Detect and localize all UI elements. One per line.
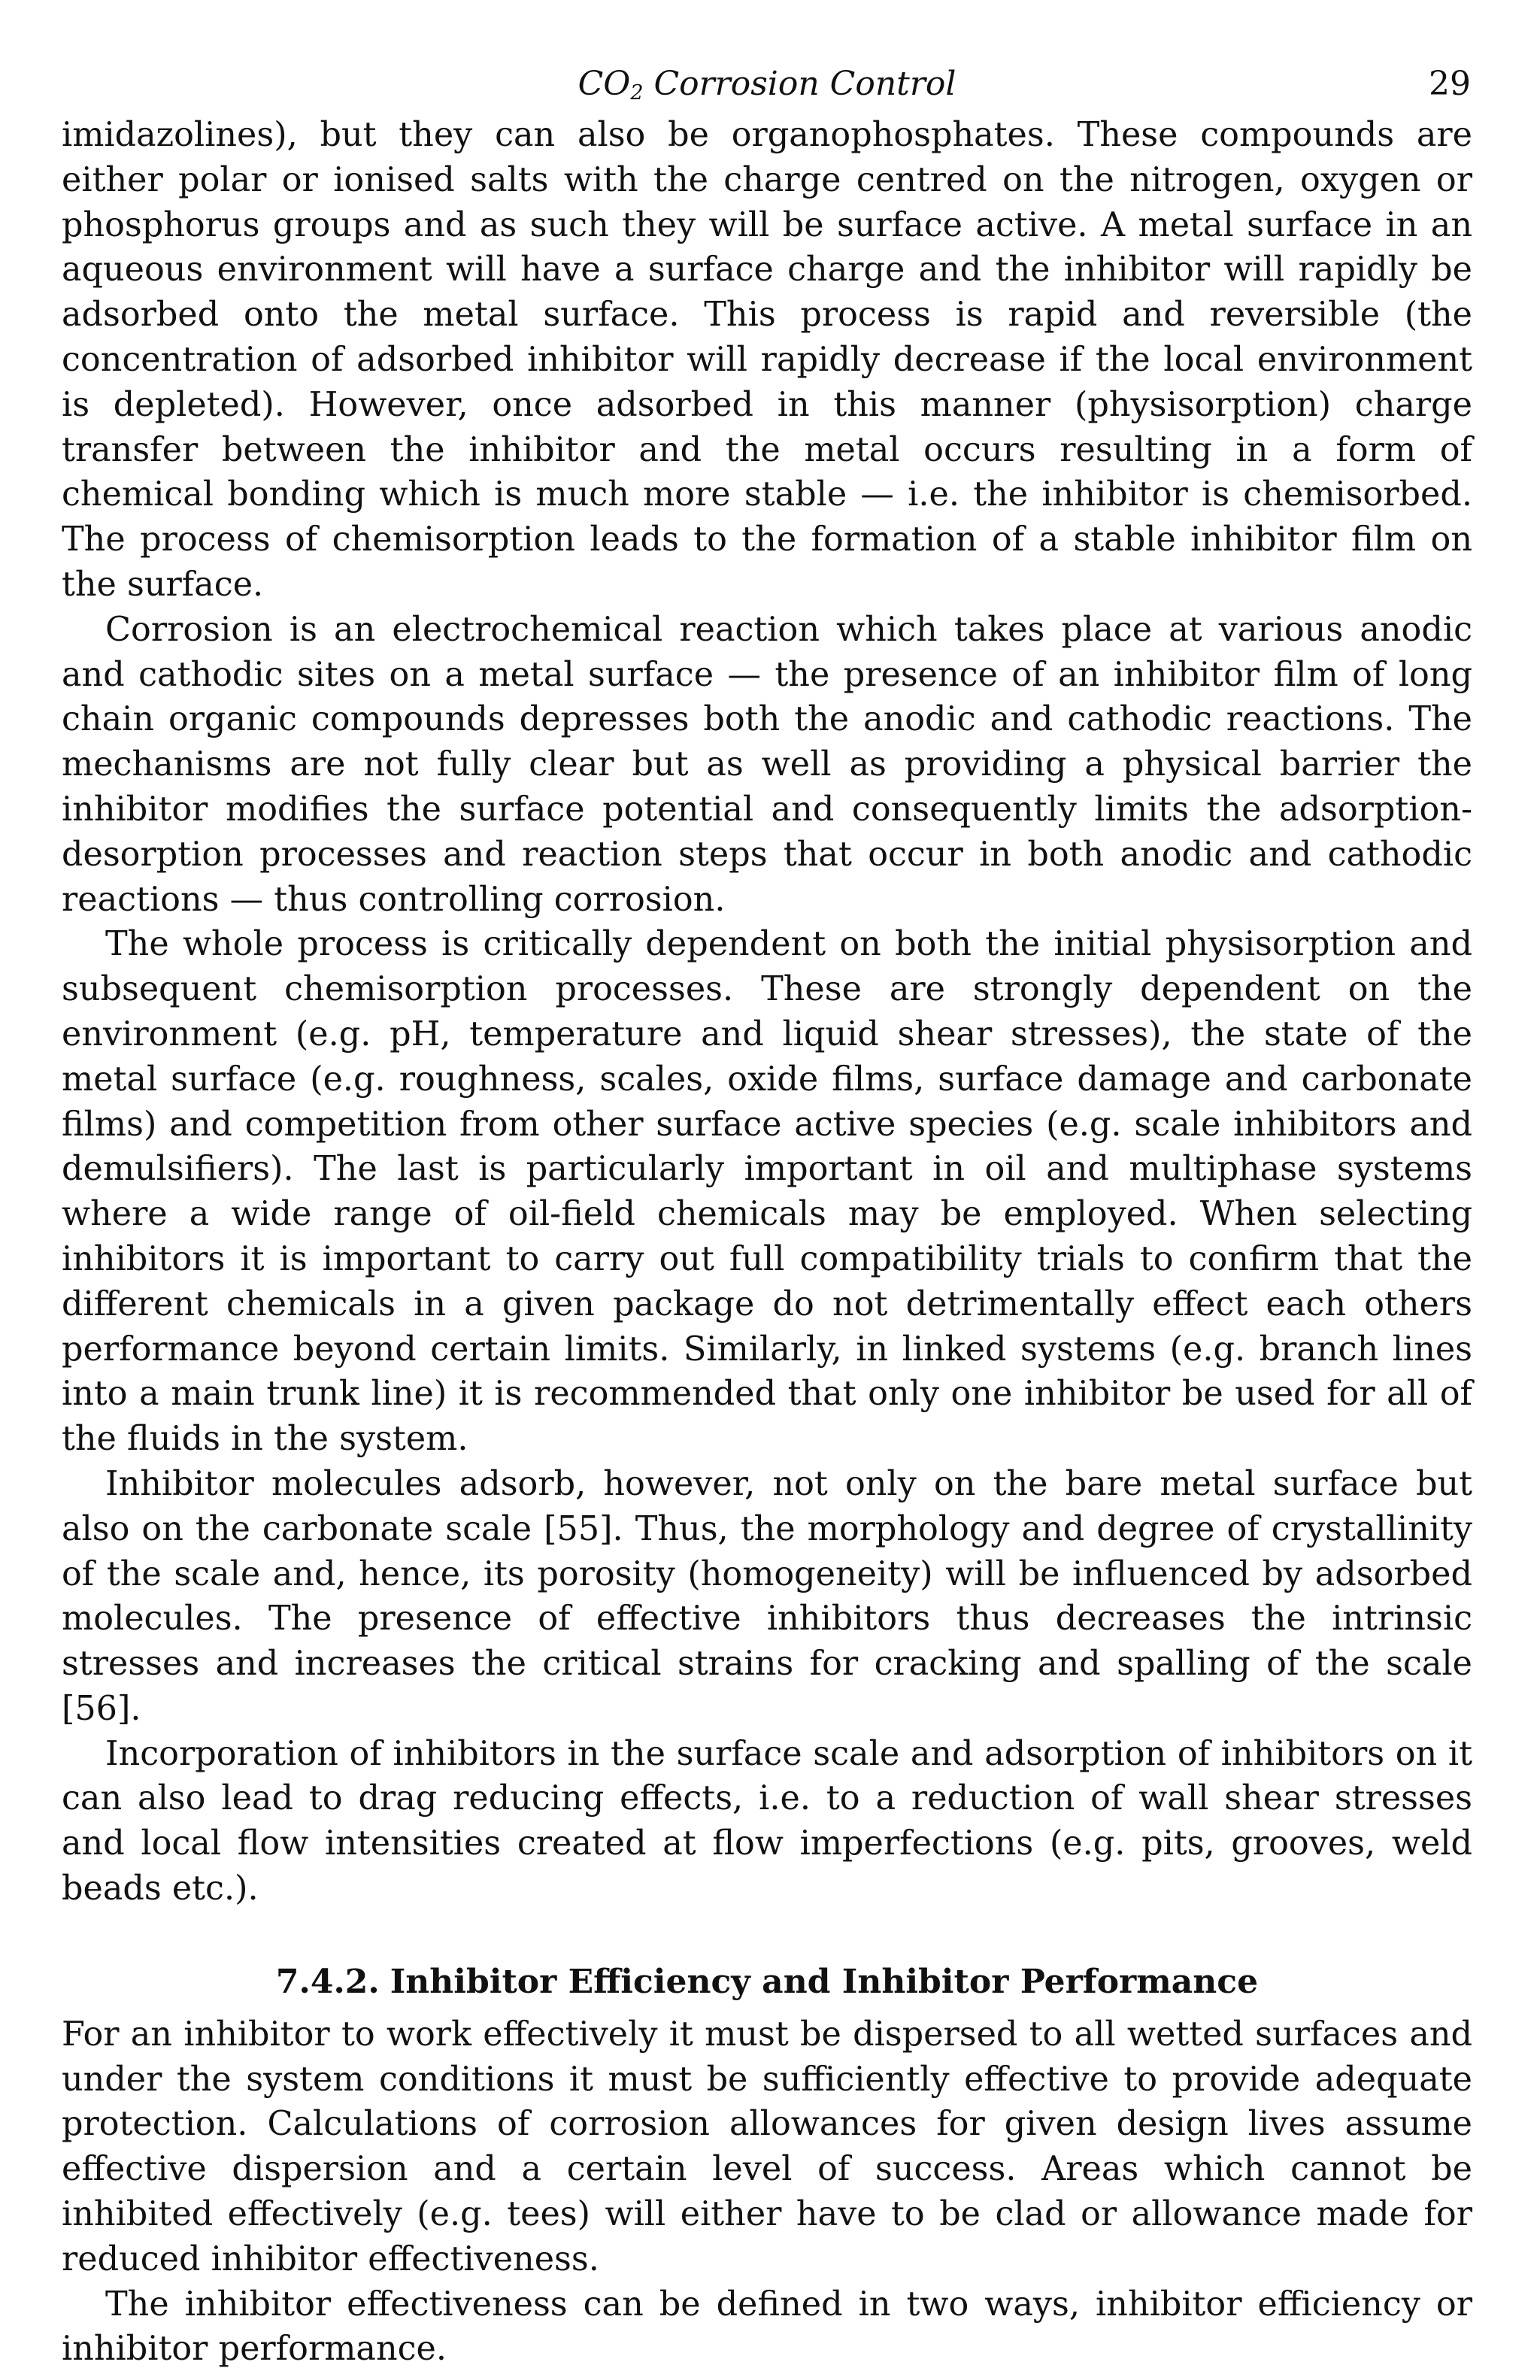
running-title-co: CO <box>578 65 631 103</box>
section-heading <box>62 1960 1472 2005</box>
book-page <box>62 60 1472 2372</box>
section-title: Inhibitor Efficiency and Inhibitor Performance <box>390 1962 1259 2001</box>
paragraph-electrochemical-reaction: Corrosion is an electrochemical reaction which takes place at various anodic and cathodic sites on a metal surface — the presence of an inhibitor film of long chain organic compounds depresses both the anodic and cathodic reactions. The mechanisms are not fully clear but as well as providing a physical barrier the inhibitor modifies the surface potential and consequently limits the adsorption-desorption processes and reaction steps that occur in both anodic and cathodic reactions — thus controlling corrosion. <box>62 610 1472 919</box>
body-text <box>62 113 1472 2372</box>
page-number: 29 <box>1429 65 1471 103</box>
paragraph-critical-dependence: The whole process is critically dependent on both the initial physisorption and subsequent chemisorption processes. These are strongly dependent on the environment (e.g. pH, temperature and liquid shear stresses), the state of the metal surface (e.g. roughness, scales, oxide films, surface damage and carbonate films) and competition from other surface active species (e.g. scale inhibitors and demulsifiers). The last is particularly important in oil and multiphase systems where a wide range of oil-field chemicals may be employed. When selecting inhibitors it is important to carry out full compatibility trials to confirm that the different chemicals in a given package do not detrimentally effect each others performance beyond certain limits. Similarly, in linked systems (e.g. branch lines into a main trunk line) it is recommended that only one inhibitor be used for all of the fluids in the system. <box>62 925 1472 1459</box>
paragraph-dispersion: For an inhibitor to work effectively it must be dispersed to all wetted surfaces and under the system conditions it must be sufficiently effective to provide adequate protection. Calculations of corrosion allowances for given design lives assume effective dispersion and a certain level of success. Areas which cannot be inhibited effectively (e.g. tees) will either have to be clad or allowance made for reduced inhibitor effectiveness. <box>62 2015 1472 2278</box>
running-title <box>62 65 1472 105</box>
paragraph-continuation: imidazolines), but they can also be organophosphates. These compounds are either polar or ionised salts with the charge centred on the nitrogen, oxygen or phosphorus groups and as such they will be surface active. A metal surface in an aqueous environment will have a surface charge and the inhibitor will rapidly be adsorbed onto the metal surface. This process is rapid and reversible (the concentration of adsorbed inhibitor will rapidly decrease if the local environment is depleted). However, once adsorbed in this manner (physisorption) charge transfer between the inhibitor and the metal occurs resulting in a form of chemical bonding which is much more stable — i.e. the inhibitor is chemisorbed. The process of chemisorption leads to the formation of a stable inhibitor film on the surface. <box>62 116 1472 604</box>
paragraph-drag-reduction: Incorporation of inhibitors in the surface scale and adsorption of inhibitors on it can also lead to drag reducing effects, i.e. to a reduction of wall shear stresses and local flow intensities created at flow imperfections (e.g. pits, grooves, weld beads etc.). <box>62 1734 1472 1909</box>
running-header <box>62 60 1472 113</box>
section-number: 7.4.2. <box>275 1962 380 2001</box>
running-title-subscript: 2 <box>630 81 644 105</box>
paragraph-effectiveness-definition: The inhibitor effectiveness can be defined in two ways, inhibitor efficiency or inhibitor performance. <box>62 2284 1472 2369</box>
running-title-rest: Corrosion Control <box>643 65 956 103</box>
paragraph-carbonate-scale: Inhibitor molecules adsorb, however, not only on the bare metal surface but also on the carbonate scale [55]. Thus, the morphology and degree of crystallinity of the scale and, hence, its porosity (homogeneity) will be influenced by adsorbed molecules. The presence of effective inhibitors thus decreases the intrinsic stresses and increases the critical strains for cracking and spalling of the scale [56]. <box>62 1464 1472 1728</box>
